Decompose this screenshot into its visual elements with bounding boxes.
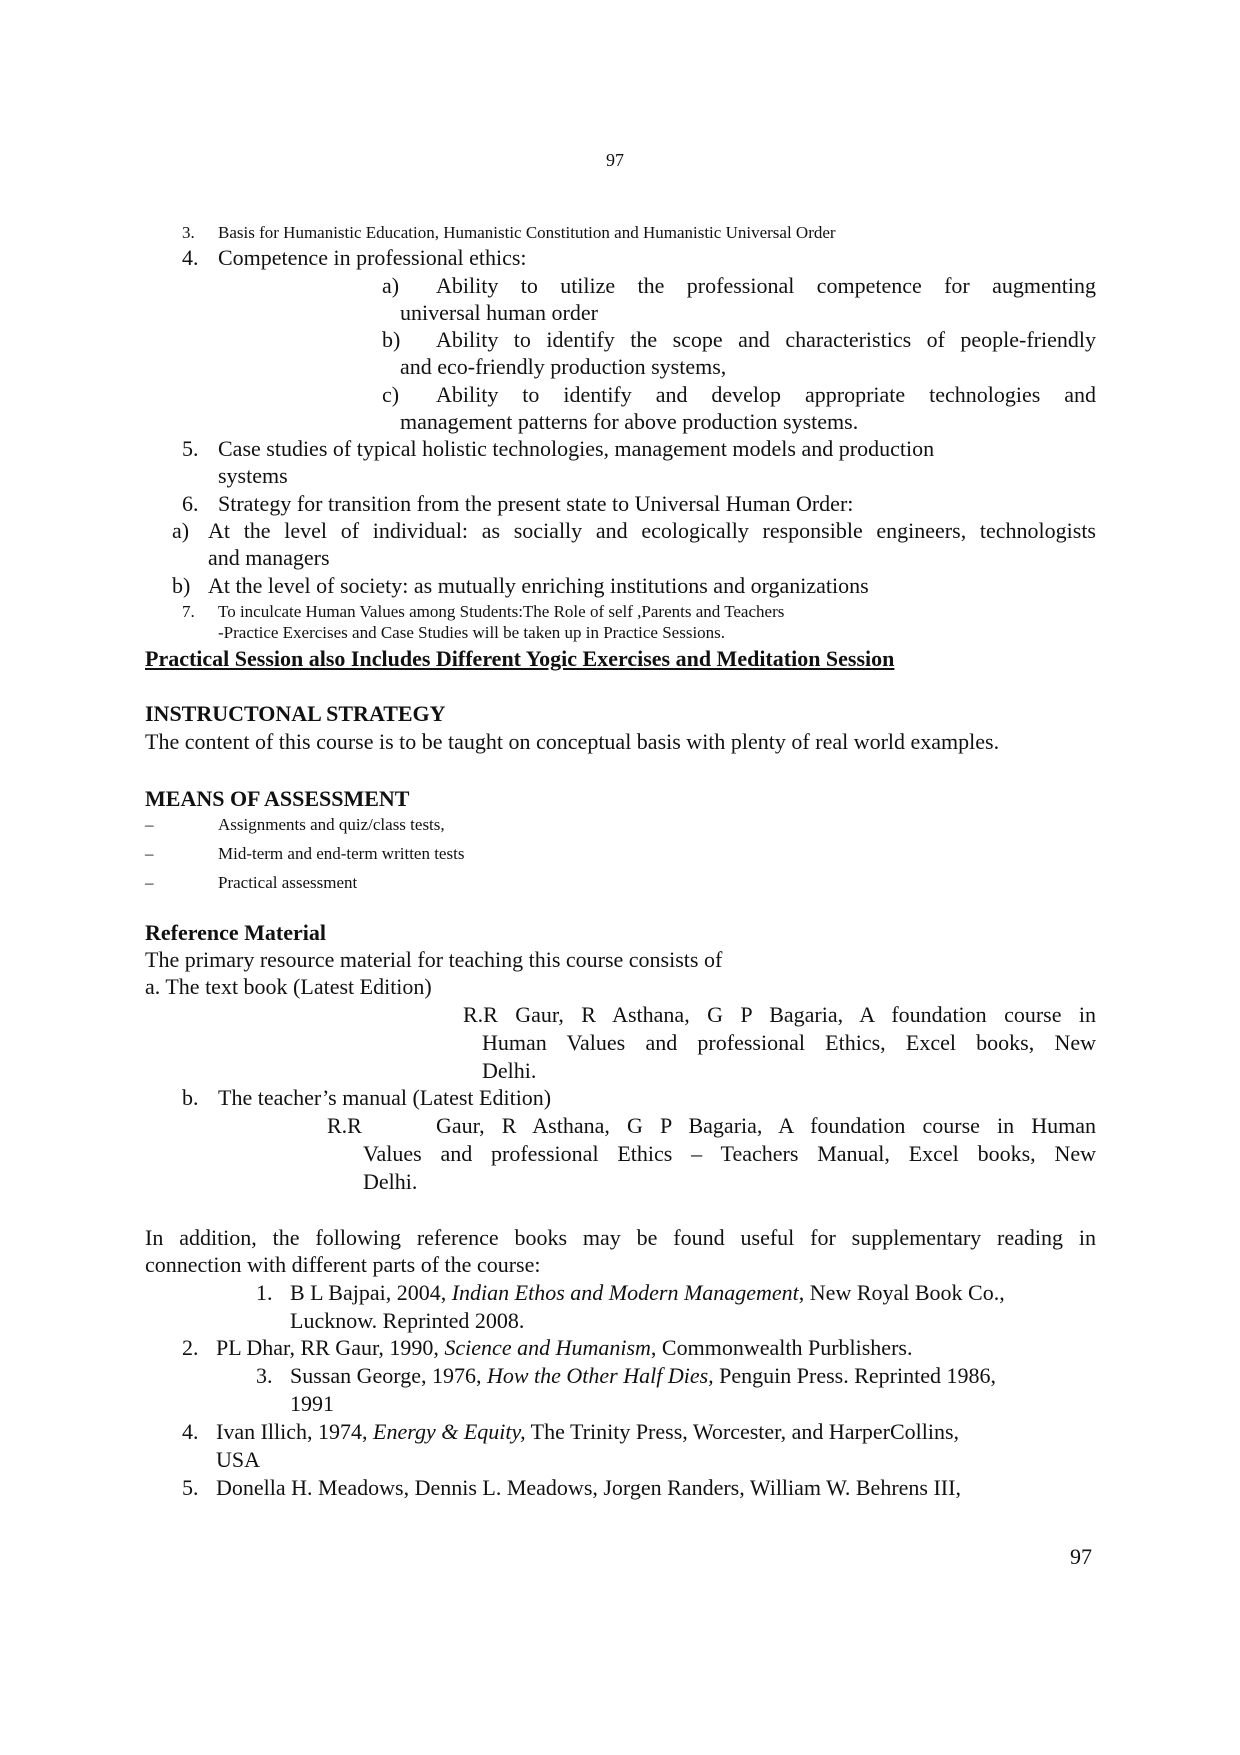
strategy-text: The content of this course is to be taught on conceptual basis with plenty of real world examples. [145,729,1000,754]
list-number: 3. [182,223,195,242]
dash-bullet: – [145,873,154,892]
book-number: 2. [182,1335,199,1360]
assessment-item: Assignments and quiz/class tests, [218,815,445,834]
sub-item-text: At the level of society: as mutually enriching institutions and organizations [208,573,869,598]
reference-b-citation: Values and professional Ethics – Teachers Manual, Excel books, New [363,1141,1096,1166]
reference-a-citation: Human Values and professional Ethics, Excel books, New [482,1030,1096,1055]
sub-item-text: and eco-friendly production systems, [400,354,727,379]
sub-item-label: c) [382,382,400,407]
sub-item-text: At the level of individual: as socially and ecologically responsible engineers, technologists [208,518,1096,543]
book-author-year: B L Bajpai, 2004, [290,1280,452,1305]
reference-heading: Reference Material [145,920,326,945]
book-author-year: Ivan Illich, 1974, [216,1419,374,1444]
sub-item-text: Ability to identify the scope and characteristics of people-friendly [436,327,1096,352]
list-number: 7. [182,602,195,621]
book-publisher: , New Royal Book Co., [798,1280,1005,1305]
list-number: 6. [182,491,199,516]
sub-item-text: Ability to utilize the professional competence for augmenting [436,273,1096,298]
book-number: 1. [256,1280,273,1305]
list-item-text: -Practice Exercises and Case Studies will be taken up in Practice Sessions. [218,623,726,642]
addition-paragraph: In addition, the following reference books may be found useful for supplementary reading in [145,1225,1096,1250]
sub-item-text: universal human order [400,300,598,325]
book-number: 4. [182,1419,199,1444]
list-item-text: Basis for Humanistic Education, Humanistic Constitution and Humanistic Universal Order [218,223,836,242]
book-citation-cont: 1991 [290,1391,334,1416]
sub-item-text: management patterns for above production systems. [400,409,859,434]
reference-b-citation: Gaur, R Asthana, G P Bagaria, A foundation course in Human [436,1113,1096,1138]
book-title: Science and Humanism [444,1335,651,1360]
dash-bullet: – [145,844,154,863]
list-item-text: Case studies of typical holistic technologies, management models and production [218,436,935,461]
strategy-heading: INSTRUCTONAL STRATEGY [145,701,446,726]
assessment-item: Mid-term and end-term written tests [218,844,465,863]
book-author-year: Sussan George, 1976, [290,1363,487,1388]
page-number-top: 97 [606,150,624,170]
list-item-text: Strategy for transition from the present state to Universal Human Order: [218,491,854,516]
list-number: 5. [182,436,199,461]
book-citation: Donella H. Meadows, Dennis L. Meadows, Jorgen Randers, William W. Behrens III, [216,1475,961,1500]
sub-item-label: b) [382,327,401,352]
sub-item-label: b) [172,573,191,598]
addition-paragraph: connection with different parts of the course: [145,1252,541,1277]
sub-item-text: Ability to identify and develop appropriate technologies and [436,382,1096,407]
reference-a-citation: Delhi. [482,1058,537,1083]
book-publisher: The Trinity Press, Worcester, and HarperCollins, [525,1419,960,1444]
book-publisher: Penguin Press. Reprinted 1986, [713,1363,996,1388]
page-number-bottom: 97 [1070,1544,1092,1569]
reference-a-label: a. The text book (Latest Edition) [145,974,432,999]
book-publisher: , Commonwealth Purblishers. [650,1335,913,1360]
assessment-heading: MEANS OF ASSESSMENT [145,786,410,811]
list-number: 4. [182,245,199,270]
reference-b-citation: Delhi. [363,1169,418,1194]
reference-a-citation: R.R Gaur, R Asthana, G P Bagaria, A foundation course in [463,1002,1096,1027]
book-citation [216,1334,912,1361]
book-citation [290,1279,1005,1306]
dash-bullet: – [145,815,154,834]
practical-session-heading: Practical Session also Includes Different Yogic Exercises and Meditation Session [145,646,895,671]
book-title: How the Other Half Dies, [486,1363,714,1388]
book-citation [216,1418,959,1445]
sub-item-label: a) [382,273,400,298]
list-item-text: Competence in professional ethics: [218,245,527,270]
list-item-text: systems [218,463,288,488]
list-item-text: To inculcate Human Values among Students:The Role of self ,Parents and Teachers [218,602,785,621]
book-citation-cont: USA [216,1447,261,1472]
sub-item-text: and managers [208,545,330,570]
book-title: Energy & Equity, [373,1419,526,1444]
book-citation-cont: Lucknow. Reprinted 2008. [290,1308,525,1333]
reference-b-label: The teacher’s manual (Latest Edition) [218,1085,552,1110]
book-title: Indian Ethos and Modern Management [451,1280,799,1305]
book-author-year: PL Dhar, RR Gaur, 1990, [216,1335,445,1360]
list-number: b. [182,1085,199,1110]
reference-intro: The primary resource material for teaching this course consists of [145,947,723,972]
reference-b-citation: R.R [327,1113,362,1138]
book-number: 3. [256,1363,273,1388]
sub-item-label: a) [172,518,190,543]
book-citation [290,1362,996,1389]
book-number: 5. [182,1475,199,1500]
assessment-item: Practical assessment [218,873,358,892]
